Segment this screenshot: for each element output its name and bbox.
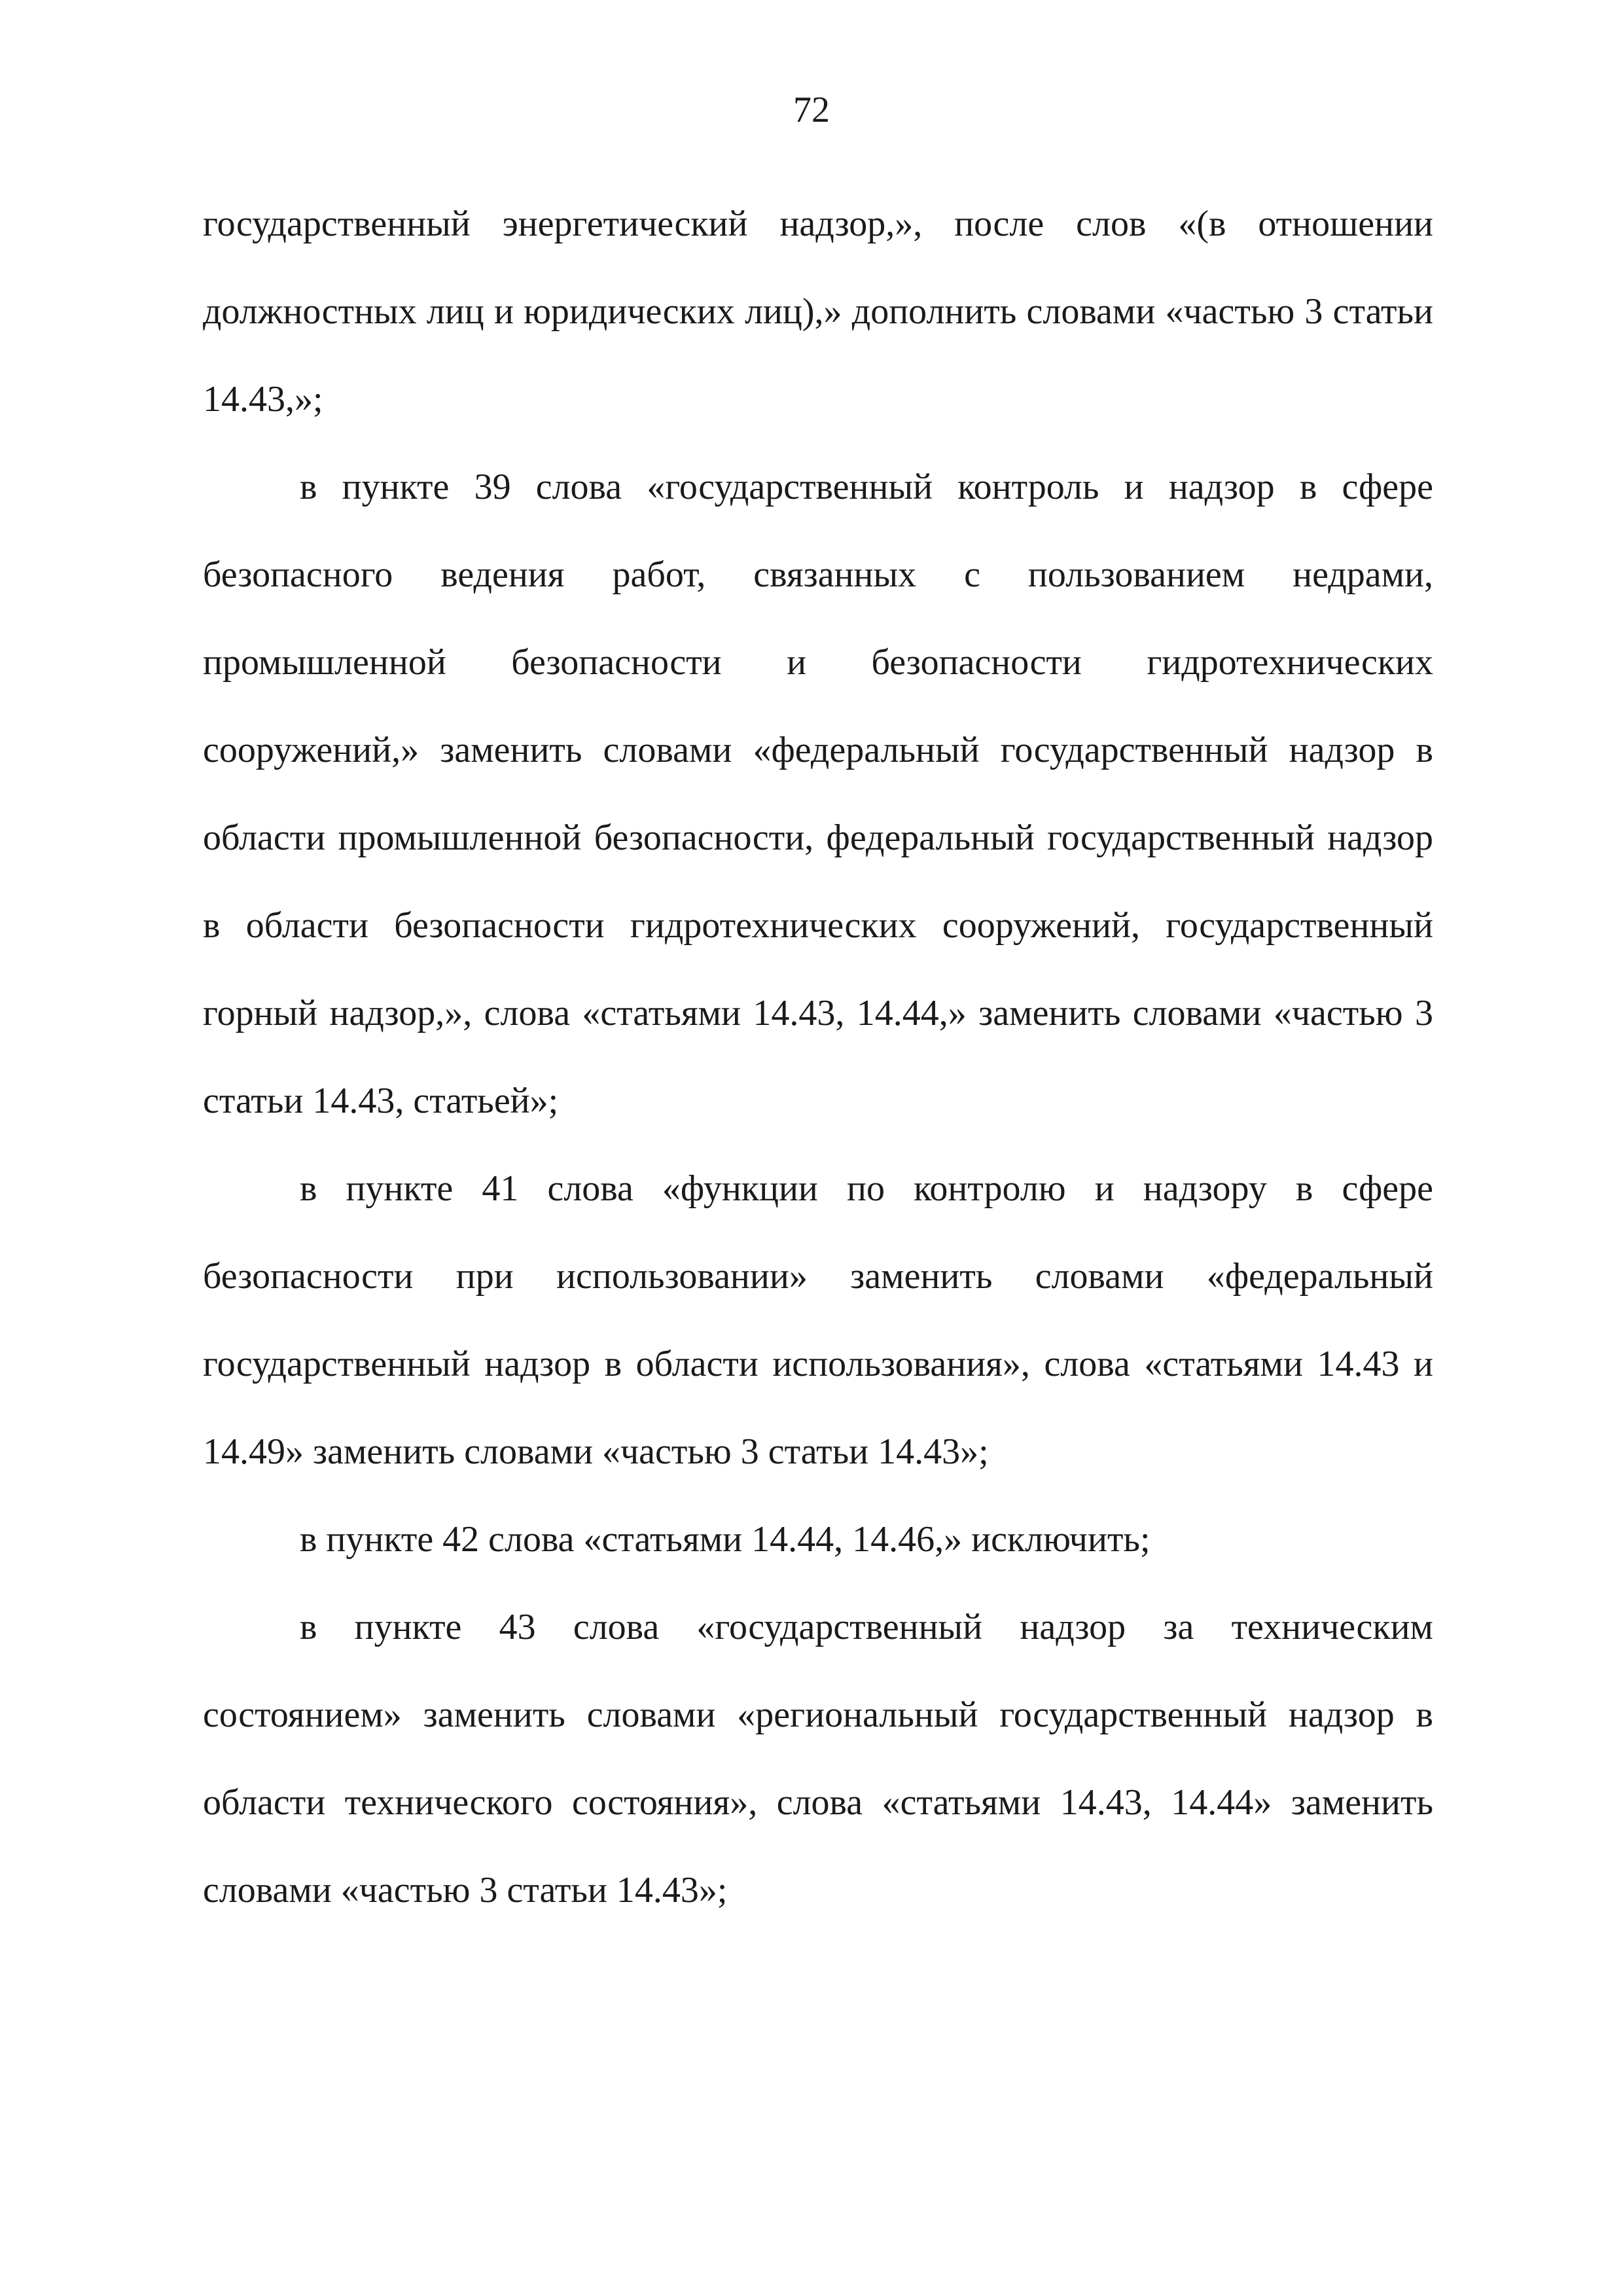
page-number: 72 xyxy=(793,90,830,130)
paragraph-continuation: государственный энергетический надзор,», после слов «(в отношении должностных лиц и юридических лиц),» дополнить словами «частью 3 статьи 14.43,»; xyxy=(203,204,1433,420)
document-body xyxy=(203,180,1433,1934)
paragraph-item-39: в пункте 39 слова «государственный контроль и надзор в сфере безопасного ведения работ, связанных с пользованием недрами, промышленной безопасности и безопасности гидротехнических сооружений,» заменить словами «федеральный государственный надзор в области промышленной безопасности, федеральный государственный надзор в области безопасности гидротехнических сооружений, государственный горный надзор,», слова «статьями 14.43, 14.44,» заменить словами «частью 3 статьи 14.43, статьей»; xyxy=(203,467,1433,1121)
paragraph-item-43: в пункте 43 слова «государственный надзор за техническим состоянием» заменить словами «региональный государственный надзор в области технического состояния», слова «статьями 14.43, 14.44» заменить словами «частью 3 статьи 14.43»; xyxy=(203,1607,1433,1910)
paragraph-item-41: в пункте 41 слова «функции по контролю и надзору в сфере безопасности при использовании» заменить словами «федеральный государственный надзор в области использования», слова «статьями 14.43 и 14.49» заменить словами «частью 3 статьи 14.43»; xyxy=(203,1168,1433,1472)
paragraph-item-42: в пункте 42 слова «статьями 14.44, 14.46,» исключить; xyxy=(300,1519,1150,1560)
